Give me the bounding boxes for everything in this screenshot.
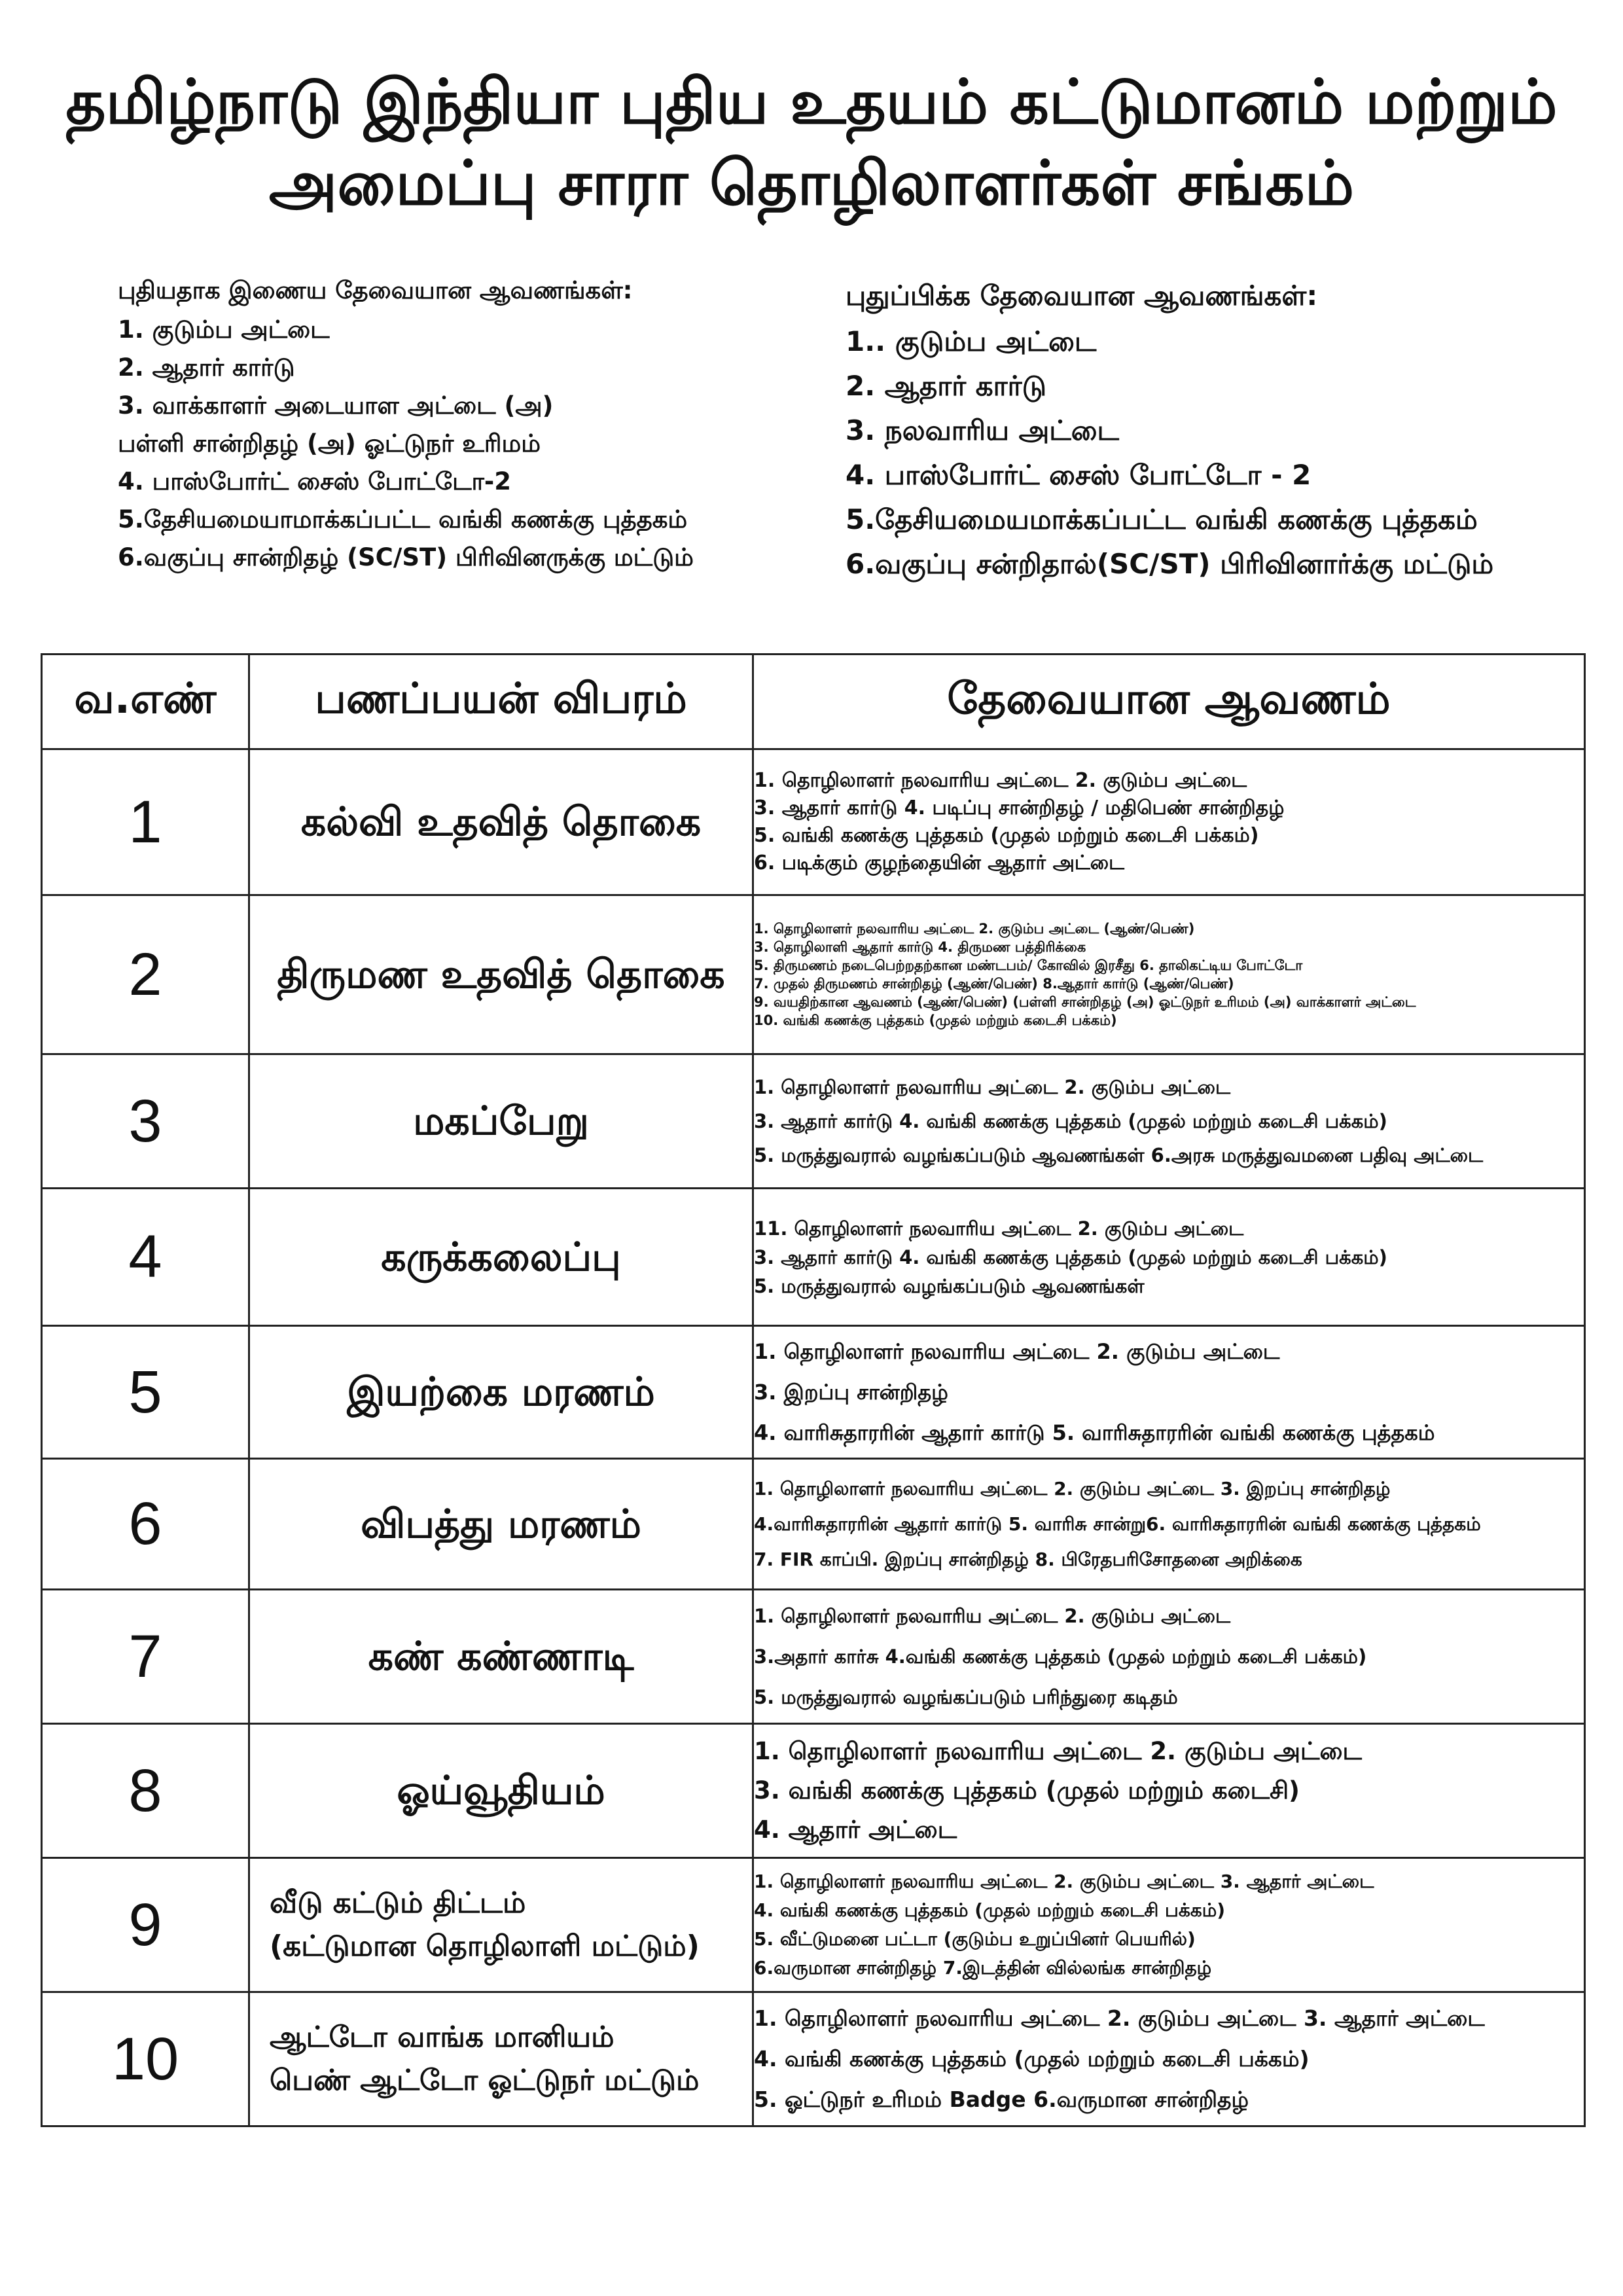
doc-line: 3. ஆதார் கார்டு 4. படிப்பு சான்றிதழ் / மதிபெண் சான்றிதழ் xyxy=(754,797,1285,819)
doc-line: 1. தொழிலாளர் நலவாரிய அட்டை 2. குடும்ப அட்டை (ஆண்/பெண்) xyxy=(754,921,1195,937)
doc-line: 5. வீட்டுமனை பட்டா (குடும்ப உறுப்பினர் பெயரில்) xyxy=(754,1928,1196,1950)
row-number: 9 xyxy=(42,1858,249,1992)
scheme-line: ஓய்வூதியம் xyxy=(397,1768,605,1814)
doc-line: 1. தொழிலாளர் நலவாரிய அட்டை 2. குடும்ப அட்டை 3. ஆதார் அட்டை xyxy=(754,2005,1485,2031)
list-item: 1.. குடும்ப அட்டை xyxy=(846,325,1097,357)
doc-line: 1. தொழிலாளர் நலவாரிய அட்டை 2. குடும்ப அட்டை xyxy=(754,1737,1362,1765)
table-row xyxy=(42,749,1585,895)
list-item: 2. ஆதார் கார்டு xyxy=(118,353,295,382)
row-number: 7 xyxy=(42,1590,249,1724)
required-documents xyxy=(753,749,1585,895)
required-documents xyxy=(753,1724,1585,1858)
header-documents: தேவையான ஆவணம் xyxy=(753,655,1585,749)
row-number: 6 xyxy=(42,1459,249,1590)
table-row xyxy=(42,1459,1585,1590)
doc-line: 11. தொழிலாளர் நலவாரிய அட்டை 2. குடும்ப அட்டை xyxy=(754,1217,1244,1240)
row-number: 2 xyxy=(42,895,249,1054)
required-documents xyxy=(753,1189,1585,1326)
scheme-line: கருக்கலைப்பு xyxy=(381,1234,621,1280)
scheme-name xyxy=(249,1590,753,1724)
doc-line: 1. தொழிலாளர் நலவாரிய அட்டை 2. குடும்ப அட்டை 3. ஆதார் அட்டை xyxy=(754,1871,1374,1892)
row-number: 8 xyxy=(42,1724,249,1858)
scheme-name xyxy=(249,1326,753,1459)
doc-line: 3. வங்கி கணக்கு புத்தகம் (முதல் மற்றும் கடைசி) xyxy=(754,1776,1300,1804)
scheme-line: விபத்து மரணம் xyxy=(361,1501,641,1547)
title-line-1: தமிழ்நாடு இந்தியா புதிய உதயம் கட்டுமானம் மற்றும் xyxy=(65,67,1558,138)
doc-line: 7. முதல் திருமணம் சான்றிதழ் (ஆண்/பெண்) 8.ஆதார் கார்டு (ஆண்/பெண்) xyxy=(754,976,1234,992)
doc-line: 9. வயதிற்கான ஆவணம் (ஆண்/பெண்) (பள்ளி சான்றிதழ் (அ) ஓட்டுநர் உரிமம் (அ) வாக்காளர் அட்டை xyxy=(754,994,1416,1010)
row-number: 5 xyxy=(42,1326,249,1459)
scheme-name xyxy=(249,1189,753,1326)
required-documents xyxy=(753,1459,1585,1590)
scheme-line: இயற்கை மரணம் xyxy=(347,1369,655,1415)
doc-line: 5. ஓட்டுநர் உரிமம் Badge 6.வருமான சான்றிதழ் xyxy=(754,2087,1249,2112)
list-item: 6.வகுப்பு சான்றிதழ் (SC/ST) பிரிவினருக்கு மட்டும் xyxy=(118,543,694,571)
required-documents xyxy=(753,1590,1585,1724)
scheme-name xyxy=(249,749,753,895)
doc-line: 10. வங்கி கணக்கு புத்தகம் (முதல் மற்றும் கடைசி பக்கம்) xyxy=(754,1013,1117,1028)
scheme-line: வீடு கட்டும் திட்டம் xyxy=(270,1886,526,1920)
header-serial: வ.எண் xyxy=(42,655,249,749)
list-item: 3. வாக்காளர் அடையாள அட்டை (அ) xyxy=(118,391,554,420)
doc-line: 6.வருமான சான்றிதழ் 7.இடத்தின் வில்லங்க சான்றிதழ் xyxy=(754,1957,1212,1979)
scheme-name xyxy=(249,1858,753,1992)
doc-line: 3.அதார் கார்சு 4.வங்கி கணக்கு புத்தகம் (முதல் மற்றும் கடைசி பக்கம்) xyxy=(754,1645,1367,1668)
renewal-requirements xyxy=(846,274,1493,586)
scheme-name xyxy=(249,1054,753,1189)
doc-line: 6. படிக்கும் குழந்தையின் ஆதார் அட்டை xyxy=(754,852,1125,874)
scheme-line: திருமண உதவித் தொகை xyxy=(277,952,725,997)
table-row xyxy=(42,1590,1585,1724)
list-item: 5.தேசியமையாமாக்கப்பட்ட வங்கி கணக்கு புத்தகம் xyxy=(118,505,688,533)
doc-line: 1. தொழிலாளர் நலவாரிய அட்டை 2. குடும்ப அட்டை 3. இறப்பு சான்றிதழ் xyxy=(754,1477,1391,1499)
doc-line: 4. வாரிசுதாரரின் ஆதார் கார்டு 5. வாரிசுதாரரின் வங்கி கணக்கு புத்தகம் xyxy=(754,1420,1435,1445)
table-row xyxy=(42,895,1585,1054)
doc-line: 3. இறப்பு சான்றிதழ் xyxy=(754,1380,948,1405)
row-number: 4 xyxy=(42,1189,249,1326)
doc-line: 3. ஆதார் கார்டு 4. வங்கி கணக்கு புத்தகம் (முதல் மற்றும் கடைசி பக்கம்) xyxy=(754,1246,1387,1268)
scheme-line: மகப்பேறு xyxy=(413,1098,589,1144)
scheme-line: (கட்டுமான தொழிலாளி மட்டும்) xyxy=(270,1929,700,1963)
table-row xyxy=(42,1189,1585,1326)
doc-line: 7. FIR காப்பி. இறப்பு சான்றிதழ் 8. பிரேதபரிசோதனை அறிக்கை xyxy=(754,1548,1302,1570)
required-documents xyxy=(753,1858,1585,1992)
doc-line: 1. தொழிலாளர் நலவாரிய அட்டை 2. குடும்ப அட்டை xyxy=(754,1339,1280,1364)
doc-line: 4. வங்கி கணக்கு புத்தகம் (முதல் மற்றும் கடைசி பக்கம்) xyxy=(754,1899,1226,1921)
doc-line: 1. தொழிலாளர் நலவாரிய அட்டை 2. குடும்ப அட்டை xyxy=(754,769,1247,792)
scheme-name xyxy=(249,1992,753,2126)
renewal-heading: புதுப்பிக்க தேவையான ஆவணங்கள்: xyxy=(846,279,1318,312)
doc-line: 3. தொழிலாளி ஆதார் கார்டு 4. திருமண பத்திரிக்கை xyxy=(754,939,1086,955)
table-row xyxy=(42,1992,1585,2126)
scheme-line: பெண் ஆட்டோ ஓட்டுநர் மட்டும் xyxy=(270,2064,700,2097)
list-item: 5.தேசியமையமாக்கப்பட்ட வங்கி கணக்கு புத்தகம் xyxy=(846,503,1478,535)
doc-line: 5. மருத்துவரால் வழங்கப்படும் ஆவணங்கள் xyxy=(754,1274,1145,1297)
row-number: 3 xyxy=(42,1054,249,1189)
scheme-name xyxy=(249,1724,753,1858)
table-row xyxy=(42,1326,1585,1459)
list-item: பள்ளி சான்றிதழ் (அ) ஓட்டுநர் உரிமம் xyxy=(118,429,541,457)
doc-line: 1. தொழிலாளர் நலவாரிய அட்டை 2. குடும்ப அட்டை xyxy=(754,1076,1231,1098)
benefits-table xyxy=(41,653,1586,2127)
table-row xyxy=(42,1724,1585,1858)
list-item: 3. நலவாரிய அட்டை xyxy=(846,414,1119,446)
list-item: 6.வகுப்பு சன்றிதால்(SC/ST) பிரிவினார்க்கு மட்டும் xyxy=(846,548,1494,580)
title-line-2: அமைப்பு சாரா தொழிலாளர்கள் சங்கம் xyxy=(268,148,1355,219)
doc-line: 5. மருத்துவரால் வழங்கப்படும் ஆவணங்கள் 6.அரசு மருத்துவமனை பதிவு அட்டை xyxy=(754,1144,1484,1166)
table-row xyxy=(42,1858,1585,1992)
row-number: 1 xyxy=(42,749,249,895)
list-item: 4. பாஸ்போர்ட் சைஸ் போட்டோ-2 xyxy=(118,467,511,495)
doc-line: 5. திருமணம் நடைபெற்றதற்கான மண்டபம்/ கோவில் இரசீது 6. தாலிகட்டிய போட்டோ xyxy=(754,958,1303,973)
page-title xyxy=(0,62,1623,224)
required-documents xyxy=(753,1326,1585,1459)
required-documents xyxy=(753,895,1585,1054)
list-item: 4. பாஸ்போர்ட் சைஸ் போட்டோ - 2 xyxy=(846,459,1311,491)
list-item: 2. ஆதார் கார்டு xyxy=(846,370,1047,402)
doc-line: 4. வங்கி கணக்கு புத்தகம் (முதல் மற்றும் கடைசி பக்கம்) xyxy=(754,2046,1310,2072)
scheme-line: ஆட்டோ வாங்க மானியம் xyxy=(270,2020,615,2054)
doc-line: 1. தொழிலாளர் நலவாரிய அட்டை 2. குடும்ப அட்டை xyxy=(754,1605,1231,1627)
scheme-line: கண் கண்ணாடி xyxy=(368,1634,634,1679)
list-item: 1. குடும்ப அட்டை xyxy=(118,315,330,344)
row-number: 10 xyxy=(42,1992,249,2126)
doc-line: 3. ஆதார் கார்டு 4. வங்கி கணக்கு புத்தகம் (முதல் மற்றும் கடைசி பக்கம்) xyxy=(754,1110,1387,1132)
doc-line: 4.வாரிசுதாரரின் ஆதார் கார்டு 5. வாரிசு சான்று6. வாரிசுதாரரின் வங்கி கணக்கு புத்தகம் xyxy=(754,1513,1481,1535)
scheme-line: கல்வி உதவித் தொகை xyxy=(300,799,702,845)
table-row xyxy=(42,1054,1585,1189)
doc-line: 5. மருத்துவரால் வழங்கப்படும் பரிந்துரை கடிதம் xyxy=(754,1686,1178,1708)
scheme-name xyxy=(249,1459,753,1590)
scheme-name xyxy=(249,895,753,1054)
new-join-requirements xyxy=(118,272,694,577)
doc-line: 5. வங்கி கணக்கு புத்தகம் (முதல் மற்றும் கடைசி பக்கம்) xyxy=(754,824,1259,847)
table-header-row xyxy=(42,655,1585,749)
doc-line: 4. ஆதார் அட்டை xyxy=(754,1816,957,1844)
required-documents xyxy=(753,1054,1585,1189)
new-join-heading: புதியதாக இணைய தேவையான ஆவணங்கள்: xyxy=(118,276,633,304)
header-benefit: பணப்பயன் விபரம் xyxy=(249,655,753,749)
required-documents xyxy=(753,1992,1585,2126)
